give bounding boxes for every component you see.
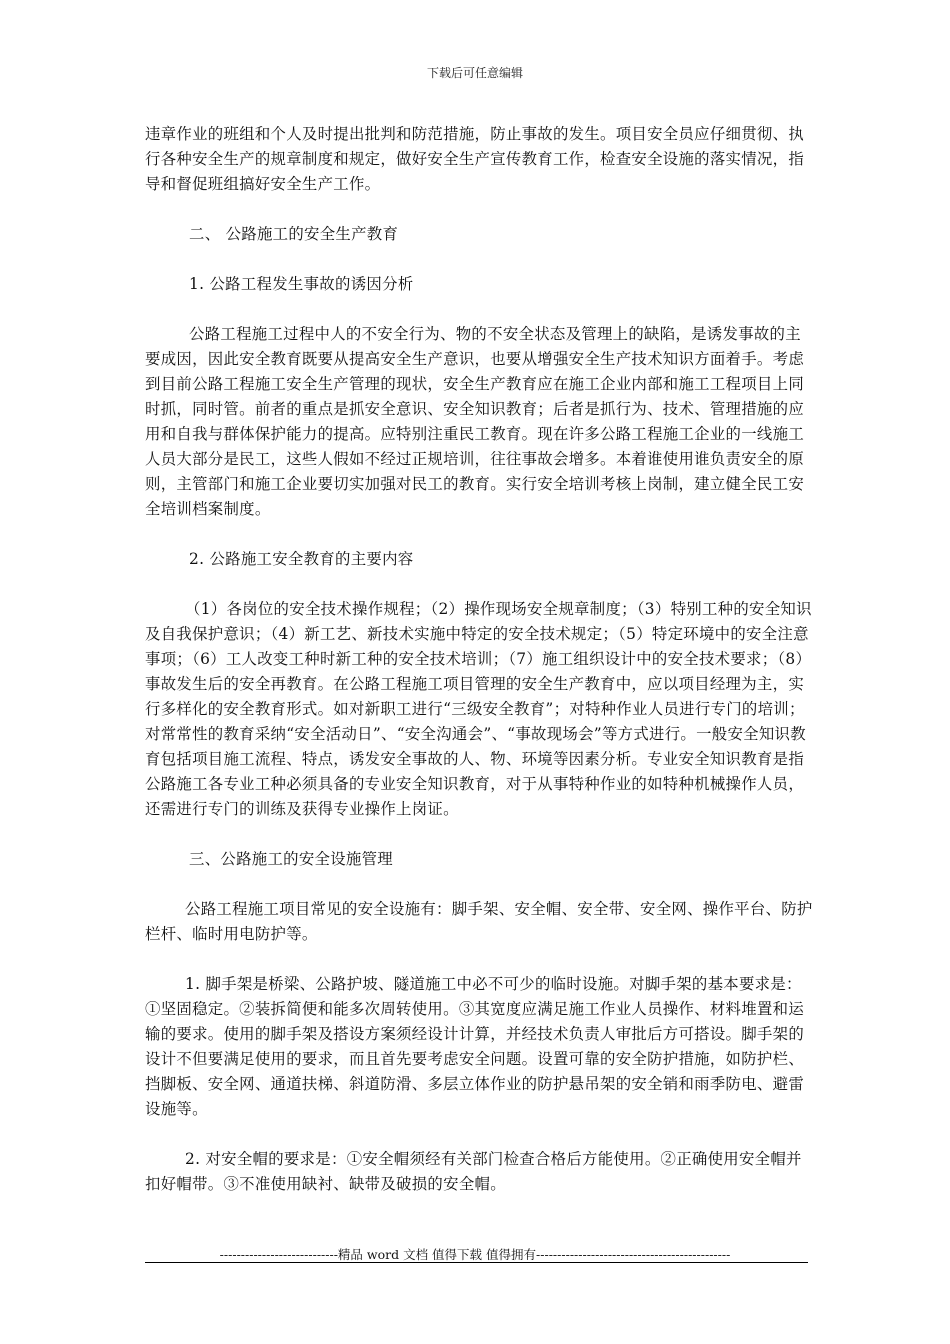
page-header: 下载后可任意编辑 <box>426 66 523 80</box>
paragraph-safety-facilities: 公路工程施工项目常见的安全设施有：脚手架、安全帽、安全带、安全网、操作平台、防护栏杆、临时用电防护等。 <box>145 900 813 943</box>
document-body <box>145 122 813 1197</box>
section-heading-3: 三、公路施工的安全设施管理 <box>189 850 393 868</box>
paragraph-education-content: （1）各岗位的安全技术操作规程；（2）操作现场安全规章制度；（3）特别工种的安全知识及自我保护意识；（4）新工艺、新技术实施中特定的安全技术规定；（5）特定环境中的安全注意事项；（6）工人改变工种时新工种的安全技术培训；（7）施工组织设计中的安全技术要求；（8）事故发生后的安全再教育。在公路工程施工项目管理的安全生产教育中，应以项目经理为主，实行多样化的安全教育形式。如对新职工进行“三级安全教育”；对特种作业人员进行专门的培训；对常常性的教育采纳“安全活动日”、“安全沟通会”、“事故现场会”等方式进行。一般安全知识教育包括项目施工流程、特点，诱发安全事故的人、物、环境等因素分析。专业安全知识教育是指公路施工各专业工种必须具备的专业安全知识教育，对于从事特种作业的如特种机械操作人员，还需进行专门的训练及获得专业操作上岗证。 <box>145 600 812 818</box>
footer-divider <box>145 1262 808 1263</box>
section-heading-2: 二、 公路施工的安全生产教育 <box>189 225 399 243</box>
page-footer: ----------------------------精品 word 文档 值得下载 值得拥有---------------------------------------------- <box>219 1247 731 1262</box>
paragraph-safety-helmet: 2. 对安全帽的要求是：①安全帽须经有关部门检查合格后方能使用。②正确使用安全帽并扣好帽带。③不准使用缺衬、缺带及破损的安全帽。 <box>145 1150 802 1193</box>
paragraph-accident-causes: 公路工程施工过程中人的不安全行为、物的不安全状态及管理上的缺陷，是诱发事故的主要成因，因此安全教育既要从提高安全生产意识，也要从增强安全生产技术知识方面着手。考虑到目前公路工程施工安全生产管理的现状，安全生产教育应在施工企业内部和施工工程项目上同时抓，同时管。前者的重点是抓安全意识、安全知识教育；后者是抓行为、技术、管理措施的应用和自我与群体保护能力的提高。应特别注重民工教育。现在许多公路工程施工企业的一线施工人员大部分是民工，这些人假如不经过正规培训，往往事故会增多。本着谁使用谁负责安全的原则，主管部门和施工企业要切实加强对民工的教育。实行安全培训考核上岗制，建立健全民工安全培训档案制度。 <box>145 325 805 518</box>
subsection-heading-2-2: 2. 公路施工安全教育的主要内容 <box>189 550 414 568</box>
paragraph-scaffolding: 1. 脚手架是桥梁、公路护坡、隧道施工中必不可少的临时设施。对脚手架的基本要求是：①坚固稳定。②装拆简便和能多次周转使用。③其宽度应满足施工作业人员操作、材料堆置和运输的要求。使用的脚手架及搭设方案须经设计计算，并经技术负责人审批后方可搭设。脚手架的设计不但要满足使用的要求，而且首先要考虑安全问题。设置可靠的安全防护措施，如防护栏、挡脚板、安全网、通道扶梯、斜道防滑、多层立体作业的防护悬吊架的安全销和雨季防电、避雷设施等。 <box>145 975 805 1118</box>
paragraph-intro: 违章作业的班组和个人及时提出批判和防范措施，防止事故的发生。项目安全员应仔细贯彻、执行各种安全生产的规章制度和规定，做好安全生产宣传教育工作，检查安全设施的落实情况，指导和督促班组搞好安全生产工作。 <box>145 125 805 193</box>
subsection-heading-2-1: 1. 公路工程发生事故的诱因分析 <box>189 275 414 293</box>
